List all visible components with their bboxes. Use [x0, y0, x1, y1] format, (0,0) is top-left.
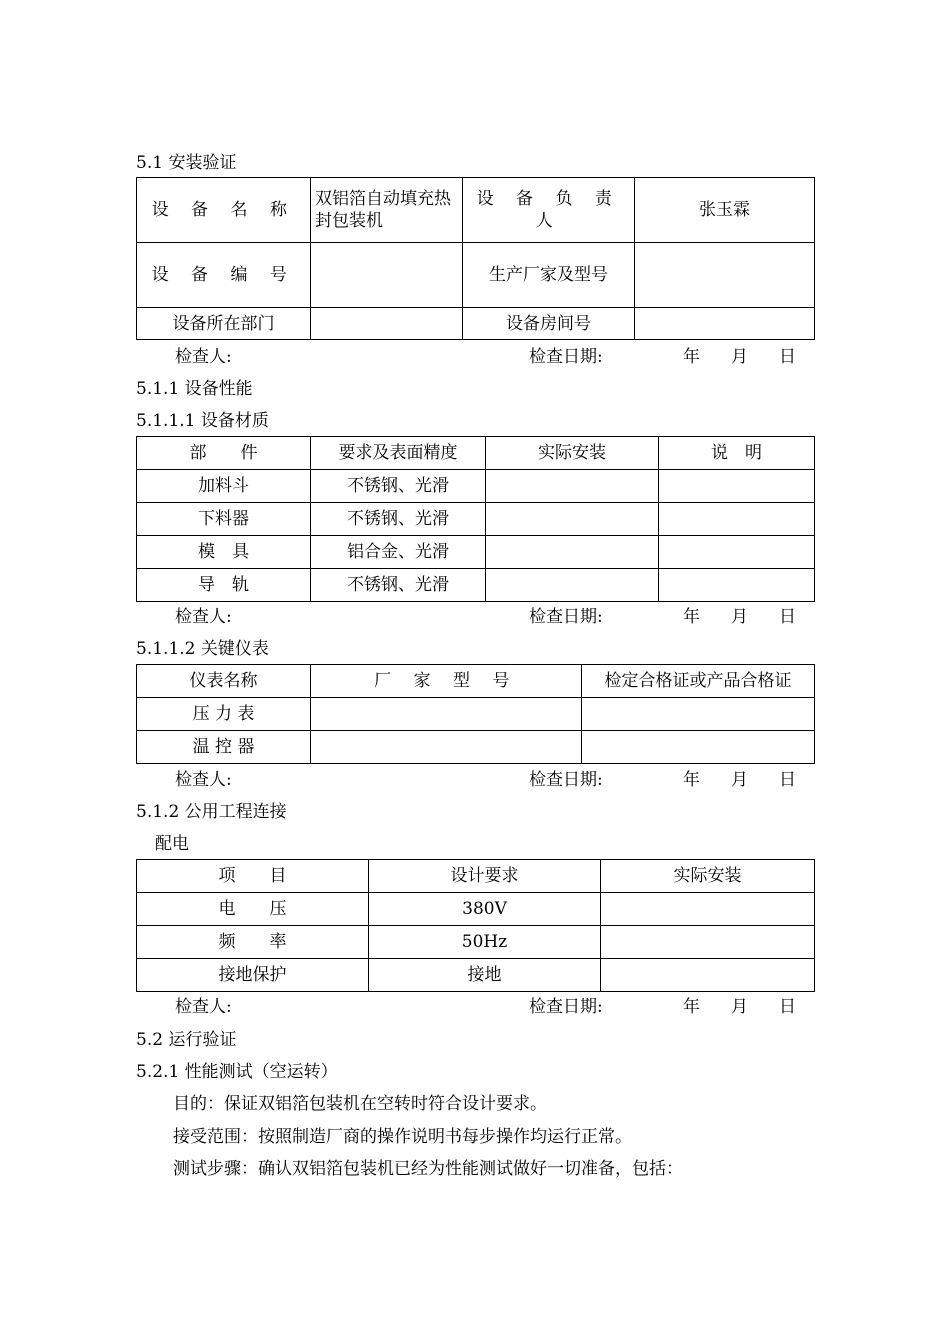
day-label: 日 [779, 347, 796, 367]
table-header-row [137, 437, 815, 470]
power-table [136, 859, 815, 992]
table-cell [582, 698, 815, 731]
table-cell [311, 698, 582, 731]
table-cell [486, 470, 659, 503]
table-cell [601, 926, 815, 959]
column-header: 实际安装 [601, 860, 815, 893]
month-label: 月 [731, 997, 748, 1017]
table-cell: 380V [369, 893, 601, 926]
table-cell: 50Hz [369, 926, 601, 959]
equipment-dept-label: 设备所在部门 [137, 308, 311, 340]
day-label: 日 [779, 607, 796, 627]
table-row [137, 731, 815, 764]
check-date-label: 检查日期: [529, 770, 603, 790]
column-header: 厂 家 型 号 [311, 665, 582, 698]
equipment-code-value [311, 243, 463, 308]
table-cell: 下料器 [137, 503, 311, 536]
equipment-room-value [635, 308, 815, 340]
equipment-code-label: 设 备 编 号 [137, 243, 311, 308]
table-cell [486, 503, 659, 536]
equipment-name-label: 设 备 名 称 [137, 178, 311, 243]
material-table [136, 436, 815, 602]
column-header: 实际安装 [486, 437, 659, 470]
section-heading-5-2-1: 5.2.1 性能测试（空运转） [136, 1062, 338, 1082]
table-header-row [137, 665, 815, 698]
steps-paragraph: 测试步骤：确认双铝箔包装机已经为性能测试做好一切准备，包括： [173, 1159, 683, 1179]
equipment-maker-label: 生产厂家及型号 [463, 243, 635, 308]
column-header: 设计要求 [369, 860, 601, 893]
table-row [137, 893, 815, 926]
year-label: 年 [683, 347, 700, 367]
table-row [137, 959, 815, 992]
equipment-name-value: 双铝箔自动填充热封包装机 [311, 178, 463, 243]
table-cell [486, 536, 659, 569]
equipment-info-table [136, 177, 815, 340]
checker-label: 检查人: [175, 997, 232, 1017]
table-cell: 铝合金、光滑 [311, 536, 486, 569]
month-label: 月 [731, 607, 748, 627]
table-cell [659, 569, 815, 602]
section-heading-5-1-1-2: 5.1.1.2 关键仪表 [136, 639, 269, 659]
checker-label: 检查人: [175, 770, 232, 790]
table-cell: 导 轨 [137, 569, 311, 602]
year-label: 年 [683, 607, 700, 627]
table-cell [486, 569, 659, 602]
column-header: 部 件 [137, 437, 311, 470]
column-header: 检定合格证或产品合格证 [582, 665, 815, 698]
acceptance-paragraph: 接受范围：按照制造厂商的操作说明书每步操作均运行正常。 [173, 1127, 632, 1147]
column-header: 要求及表面精度 [311, 437, 486, 470]
table-cell: 不锈钢、光滑 [311, 503, 486, 536]
table-header-row [137, 860, 815, 893]
table-cell [601, 959, 815, 992]
table-cell [582, 731, 815, 764]
section-heading-5-1: 5.1 安装验证 [136, 153, 237, 173]
check-date-label: 检查日期: [529, 997, 603, 1017]
checker-label: 检查人: [175, 607, 232, 627]
section-heading-5-1-1-1: 5.1.1.1 设备材质 [136, 411, 269, 431]
table-cell: 接地保护 [137, 959, 369, 992]
purpose-paragraph: 目的：保证双铝箔包装机在空转时符合设计要求。 [173, 1094, 547, 1114]
table-cell: 压 力 表 [137, 698, 311, 731]
month-label: 月 [731, 347, 748, 367]
table-cell: 加料斗 [137, 470, 311, 503]
equipment-maker-value [635, 243, 815, 308]
day-label: 日 [779, 997, 796, 1017]
section-heading-5-1-2: 5.1.2 公用工程连接 [136, 802, 287, 822]
equipment-room-label: 设备房间号 [463, 308, 635, 340]
table-cell [659, 536, 815, 569]
table-row [137, 926, 815, 959]
day-label: 日 [779, 770, 796, 790]
table-row [137, 178, 815, 243]
table-cell: 电 压 [137, 893, 369, 926]
table-cell: 频 率 [137, 926, 369, 959]
table-row [137, 243, 815, 308]
table-cell: 接地 [369, 959, 601, 992]
table-cell [311, 731, 582, 764]
table-cell [659, 503, 815, 536]
equipment-owner-value: 张玉霖 [635, 178, 815, 243]
column-header: 仪表名称 [137, 665, 311, 698]
power-subtitle: 配电 [155, 834, 189, 854]
checker-label: 检查人: [175, 347, 232, 367]
year-label: 年 [683, 997, 700, 1017]
table-row [137, 470, 815, 503]
instrument-table [136, 664, 815, 764]
check-date-label: 检查日期: [529, 607, 603, 627]
section-heading-5-2: 5.2 运行验证 [136, 1030, 237, 1050]
table-row [137, 503, 815, 536]
table-cell [601, 893, 815, 926]
equipment-dept-value [311, 308, 463, 340]
table-row [137, 536, 815, 569]
column-header: 项 目 [137, 860, 369, 893]
table-cell: 模 具 [137, 536, 311, 569]
table-cell [659, 470, 815, 503]
table-cell: 不锈钢、光滑 [311, 569, 486, 602]
table-row [137, 569, 815, 602]
section-heading-5-1-1: 5.1.1 设备性能 [136, 379, 253, 399]
table-cell: 温 控 器 [137, 731, 311, 764]
column-header: 说 明 [659, 437, 815, 470]
month-label: 月 [731, 770, 748, 790]
table-row [137, 308, 815, 340]
table-row [137, 698, 815, 731]
year-label: 年 [683, 770, 700, 790]
table-cell: 不锈钢、光滑 [311, 470, 486, 503]
equipment-owner-label: 设 备 负 责 人 [463, 178, 635, 243]
check-date-label: 检查日期: [529, 347, 603, 367]
